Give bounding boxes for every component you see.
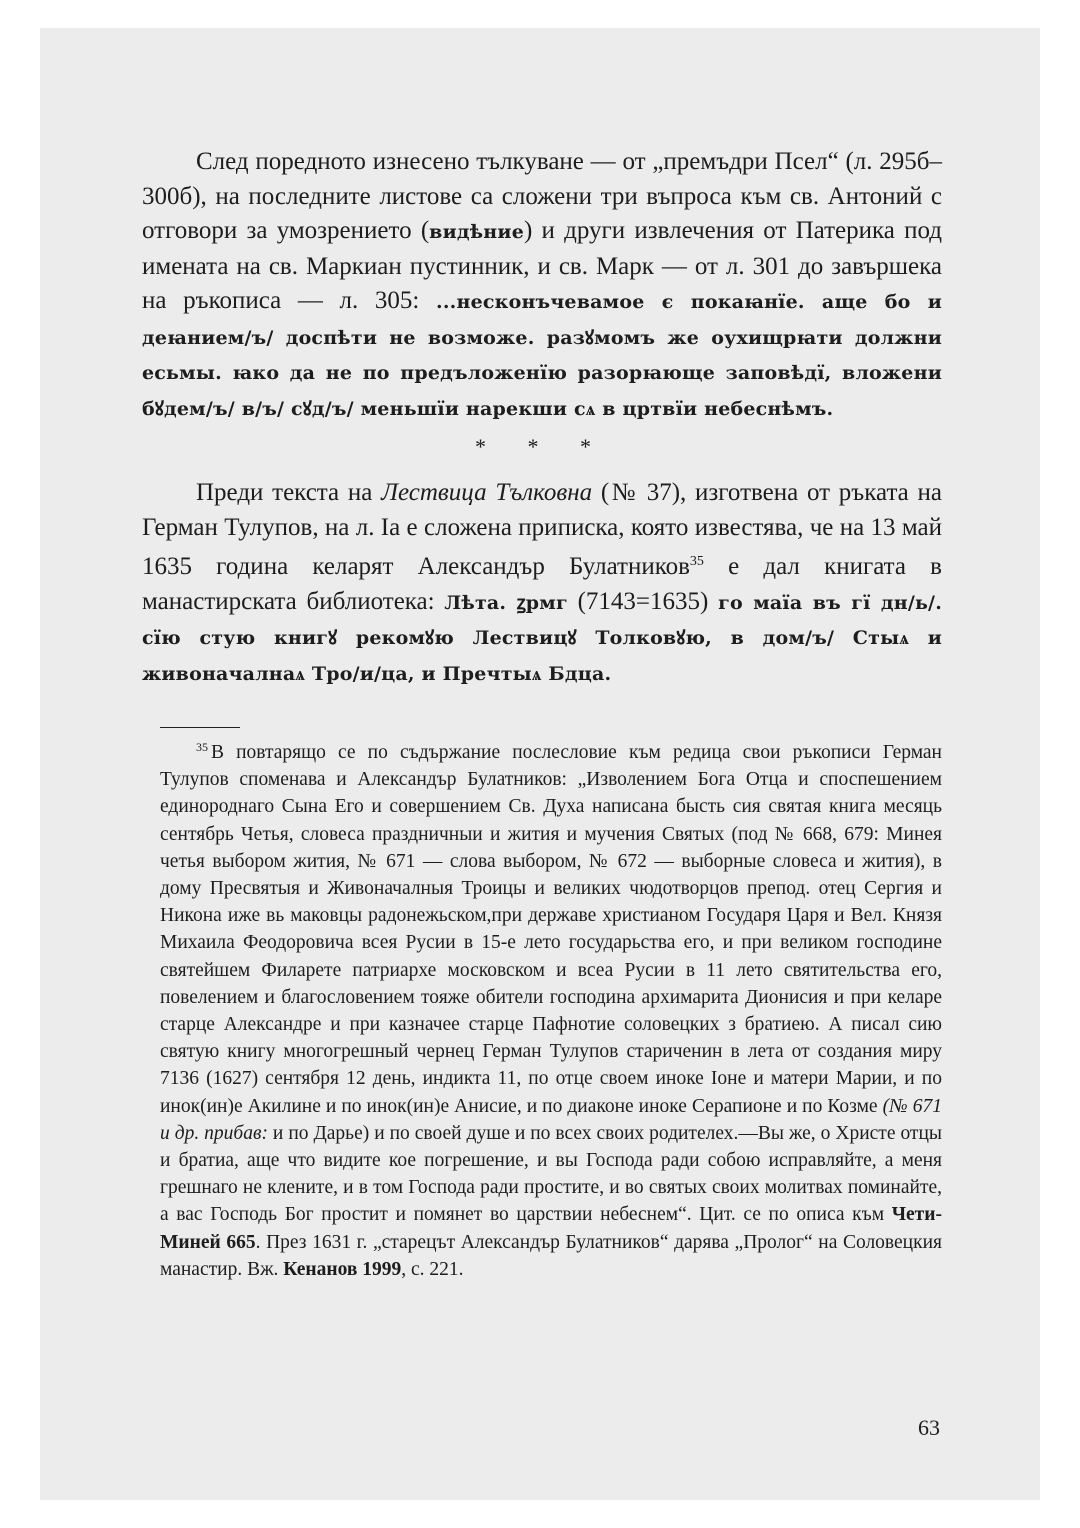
paragraph-1 [142, 145, 942, 426]
paragraph-2-text-after: (№ 37), изготвена от ръката на Герман Тулупов, на л. Iа е сложена приписка, която известява, че на 13 май 1635 година келарят Александър Булатников [142, 479, 942, 580]
footnote-text-4: , с. 221. [401, 1258, 464, 1280]
page-number: 63 [918, 1415, 940, 1440]
footnote-rule [160, 727, 240, 728]
footnote-35 [160, 734, 942, 1283]
slavonic-quote-2: го маїа въ гї дн/ь/. сїю стую книгꙋ рекомꙋю Лествицꙋ Толковꙋю, в дом/ъ/ Стыѧ и живоначалнаѧ Тро/и/ца, и Пречтыѧ Бдца. [142, 591, 943, 685]
footnote-text-2: и по Дарье) и по своей душе и по всех своих родителех.—Вы же, о Христе отцы и братиа, аще что видите кое погрешение, и вы Господа ради собою исправляйте, а меня грешнаго не клените, и в том Господа ради простите, и во святых своих молитвах поминайте, а вас Господь Бог простит и помянет во царствии небеснем“. Цит. се по описа към [160, 1122, 942, 1226]
slavonic-quote-1: ...несконъчевамое є покаꙗнїе. аще бо и деꙗнием/ъ/ доспѣти не возможе. разꙋмомъ же оухищрꙗти должни есьмы. ꙗко да не по предъложенїю разорꙗюще заповѣдї, вложени бꙋдем/ъ/ в/ъ/ сꙋд/ъ/ меньшїи нарекши сѧ в цртвїи небеснѣмъ. [142, 291, 942, 420]
footnote-number: 35 [196, 740, 208, 754]
slavonic-date: Лѣта. ꙁрмг [444, 591, 568, 614]
slavonic-inline-term: видѣние [429, 221, 524, 243]
footnote-bold-ref-2: Кенанов 1999 [283, 1258, 402, 1280]
footnote-italic-note: (№ 671 и др. прибав: [160, 1095, 942, 1144]
book-title: Лествица Тълковна [381, 479, 593, 506]
paragraph-2-text-after2: е дал книгата в манастирската библиотека: [142, 553, 942, 615]
paragraph-2-text: Преди текста на [196, 479, 382, 506]
footnote-text-1: В повтарящо се по съдържание послесловие към редица свои ръкописи Герман Тулупов споменава и Александър Булатников: „Изволением Бога Отца и споспешением единороднаго Сына Его и совершением Св. Духа написана бысть сия святая книга месяць сентябрь Четья, словеса праздничныи и жития и мучения Святых (под № 668, 679: Минея четья выбором жития, № 671 — слова выбором, № 672 — выборные словеса и жития), в дому Пресвятыя и Живоначалныя Троицы и великих чюдотворцов препод. отец Сергия и Никона иже вь маковцы радонежьском,при державе христианом Государя Царя и Вел. Князя Михаила Феодоровича всея Русии в 15-е лето государьства его, и при великом господине святейшем Филарете патриархе московском и всеа Русии в 11 лето святительства его, повелением и благословением тояже обители господина архимарита Дионисия и при келаре старце Александре и при казначее старце Пафнотие соловецких з братиею. А писал сию святую книгу многогрешный чернец Герман Тулупов стариченин в лета от создания миру 7136 (1627) сентября 12 день, индикта 11, по отце своем иноке Іоне и матери Марии, и по инок(ин)е Акилине и по инок(ин)е Анисие, и по диаконе иноке Серапионе и по Козме [160, 742, 942, 1117]
paragraph-2 [142, 476, 942, 691]
section-separator: * * * [475, 434, 609, 459]
text-block [142, 145, 942, 1283]
paragraph-1-text-cont: ) и други извлечения от Патерика под имената на св. Маркиан пустинник, и св. Марк — от л. 301 до завършека на ръкописа — л. 305: [142, 217, 942, 314]
date-conversion: (7143=1635) [567, 587, 719, 615]
paragraph-1-text: След поредното изнесено тълкуване — от „премъдри Псел“ (л. 295б–300б), на последните листове са сложени три въпроса към св. Антоний с отговори за умозрението ( [142, 148, 942, 244]
footnote-bold-ref-1: Чети-Миней 665 [160, 1204, 942, 1253]
footnote-reference[interactable]: 35 [689, 554, 704, 569]
footnote-text-3: . През 1631 г. „старецът Александър Булатников“ дарява „Пролог“ на Соловецкия манастир. Вж. [160, 1231, 942, 1280]
